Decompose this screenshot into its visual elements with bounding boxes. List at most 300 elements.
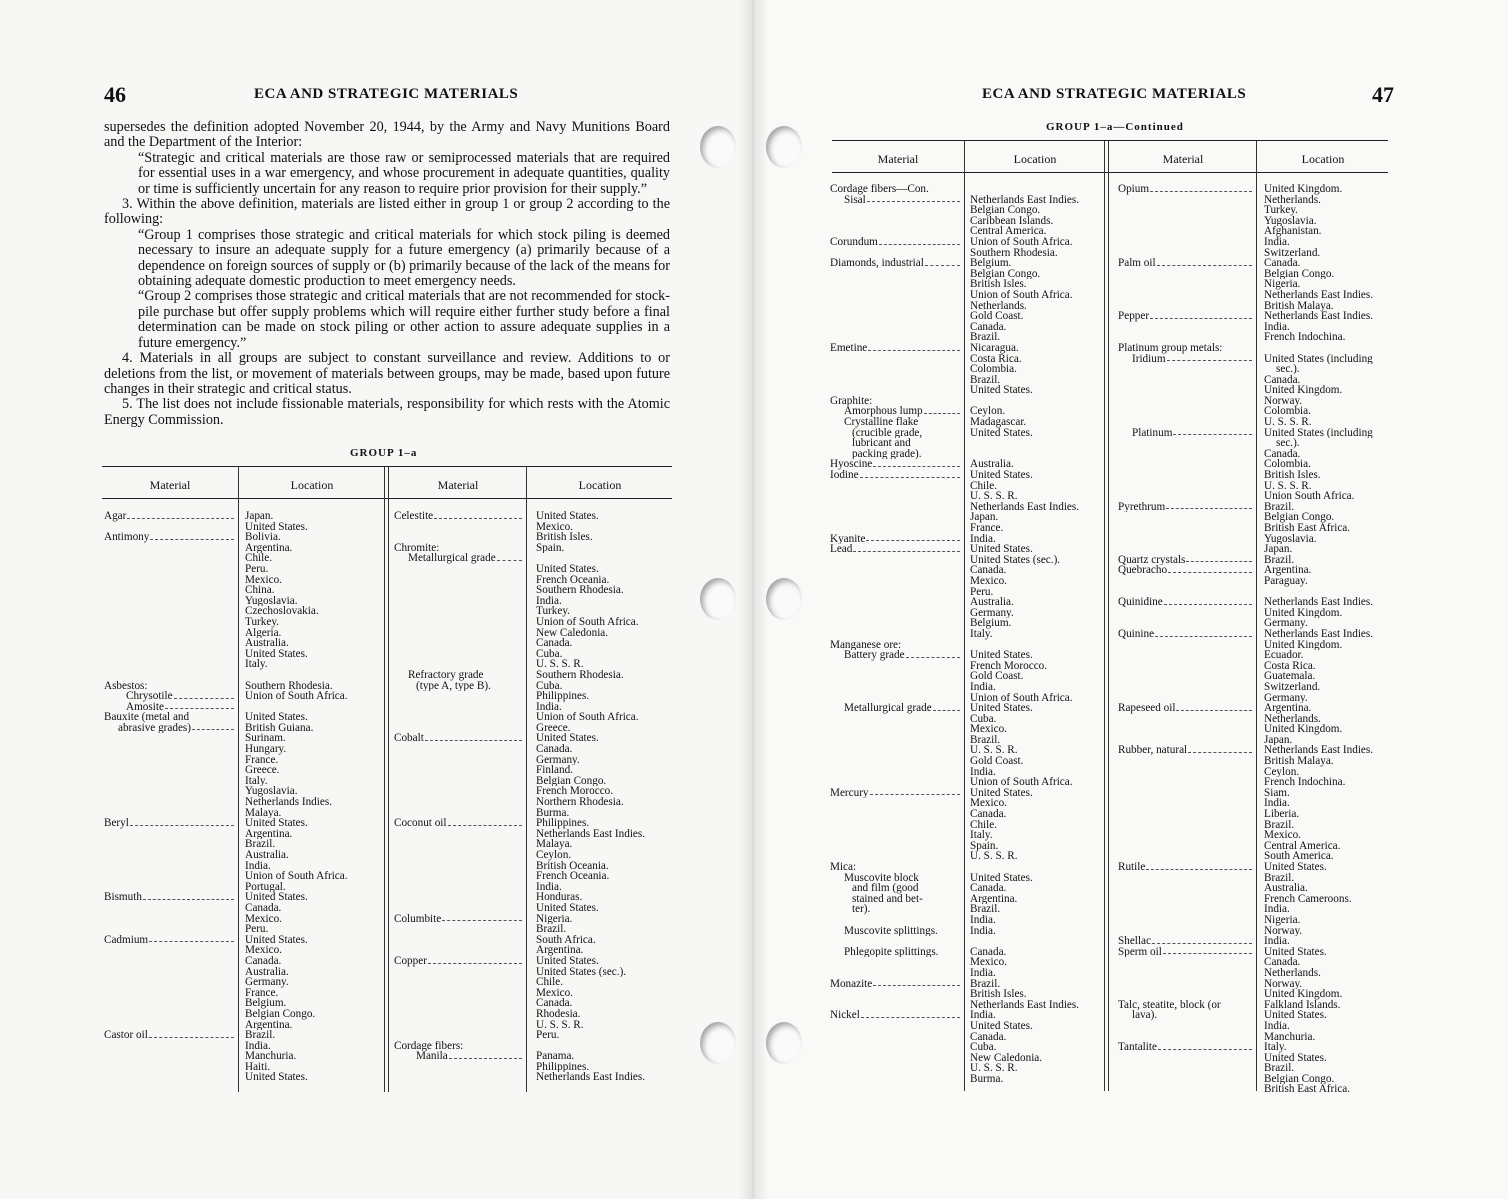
table-row [1118, 904, 1252, 915]
table-row [970, 1032, 1104, 1043]
location-name: Spain. [970, 840, 999, 852]
table-row [1118, 1063, 1252, 1074]
table-row [536, 1041, 672, 1052]
table-row [1264, 1010, 1398, 1021]
location-name: Belgium. [245, 998, 287, 1009]
column-divider-double [1104, 141, 1109, 1091]
table-row [830, 841, 960, 852]
table-row [1264, 491, 1398, 502]
table-row [1264, 502, 1398, 513]
table-row [830, 301, 960, 312]
location-name: United States. [536, 955, 599, 967]
table-row [1118, 523, 1252, 534]
leader-dots [1167, 360, 1252, 361]
table-row [970, 735, 1104, 746]
table-row [1118, 428, 1252, 439]
table-row [394, 903, 522, 914]
table-row [830, 788, 960, 799]
table-row [970, 269, 1104, 280]
table-row [970, 957, 1104, 968]
header-material: Material [437, 478, 479, 492]
table-row [1118, 311, 1252, 322]
location-name: Argentina. [245, 542, 293, 554]
table-row [1118, 926, 1252, 937]
table-row [830, 851, 960, 862]
location-name: India. [970, 1010, 996, 1021]
table-row [104, 681, 234, 692]
location-name: Germany. [1264, 618, 1308, 629]
table-row [1118, 375, 1252, 386]
location-name: Peru. [245, 563, 269, 575]
location-name: Italy. [970, 628, 993, 640]
table-row [104, 575, 234, 586]
table-row [830, 258, 960, 269]
material-name: Pepper [1118, 311, 1150, 322]
table-row [830, 1010, 960, 1021]
location-name: United States. [970, 385, 1033, 396]
table-row [970, 841, 1104, 852]
table-row [1118, 629, 1252, 640]
table-row [1264, 1053, 1398, 1064]
table-row [1264, 184, 1398, 195]
location-name: Switzerland. [1264, 681, 1321, 693]
location-name: Yugoslavia. [245, 595, 298, 607]
table-row [970, 449, 1104, 460]
location-name: Brazil. [245, 1030, 276, 1041]
table-row [1264, 406, 1398, 417]
table-row [1264, 565, 1398, 576]
table-row [394, 670, 522, 681]
table-row [394, 575, 522, 586]
location-name: Southern Rhodesia. [970, 247, 1058, 259]
paragraph: “Group 2 comprises those strategic and critical materials that are not recommended for stock-pile purchase but offer supply problems which will require either further study before a final determination can be made on stock piling or other action to assure adequate supplies in a future emergency.” [138, 288, 670, 351]
location-name: Mexico. [970, 957, 1007, 968]
table-row [245, 839, 383, 850]
location-name: British Guiana. [245, 722, 314, 734]
location-name: French Cameroons. [1264, 893, 1352, 905]
table-row [104, 892, 234, 903]
material-name: Chrysotile [126, 691, 173, 702]
material-name: Quinine [1118, 628, 1155, 640]
table-row [1118, 1074, 1252, 1085]
table-row [394, 628, 522, 639]
table-row [536, 702, 672, 713]
table-row [104, 511, 234, 522]
leader-dots [906, 657, 960, 658]
table-row [1264, 597, 1398, 608]
table-row [104, 755, 234, 766]
table-row [1118, 322, 1252, 333]
location-name: United States. [970, 650, 1033, 661]
table-row [536, 681, 672, 692]
location-name: Turkey. [536, 606, 570, 617]
location-name: Manchuria. [1264, 1031, 1316, 1043]
table-row [1264, 248, 1398, 259]
location-name: Gold Coast. [970, 671, 1024, 682]
table-row [830, 904, 960, 915]
location-name: Afghanistan. [1264, 226, 1322, 237]
binder-hole [700, 1022, 736, 1064]
location-name: Yugoslavia. [1264, 533, 1317, 545]
table-row [536, 606, 672, 617]
table-row [830, 1063, 960, 1074]
location-name: United States. [970, 703, 1033, 714]
table-row [970, 936, 1104, 947]
table-row [394, 1009, 522, 1020]
location-name: Ceylon. [970, 406, 1006, 418]
material-name: Diamonds, industrial [830, 258, 924, 269]
location-name: U. S. S. R. [970, 1063, 1018, 1074]
location-name: Mexico. [245, 945, 282, 956]
table-row [394, 564, 522, 575]
location-name: Chile. [245, 553, 273, 564]
table-row [1118, 290, 1252, 301]
table-row [830, 587, 960, 598]
location-name: Germany. [245, 977, 289, 988]
table-row [245, 543, 383, 554]
location-name: French Oceania. [536, 574, 610, 586]
material-name: Refractory grade [408, 669, 484, 681]
material-name: Cadmium [104, 934, 149, 946]
table-row [536, 839, 672, 850]
location-name: Peru. [970, 586, 994, 598]
location-name: India. [1264, 936, 1290, 947]
location-name: Union South Africa. [1264, 491, 1355, 502]
table-row [1264, 788, 1398, 799]
table-row [1264, 512, 1398, 523]
material-name: Talc, steatite, block (or [1118, 999, 1221, 1011]
table-row [1264, 195, 1398, 206]
location-name: U. S. S. R. [536, 659, 584, 670]
table-row [536, 1072, 672, 1083]
location-name: Mexico. [536, 987, 573, 999]
location-name: Canada. [970, 1031, 1007, 1043]
table-row [1118, 724, 1252, 735]
binder-hole [700, 578, 736, 620]
location-name: United States. [245, 1072, 308, 1084]
location-name: Canada. [1264, 374, 1301, 386]
location-name: Peru. [536, 1030, 560, 1041]
table-row [536, 638, 672, 649]
table-row [1118, 820, 1252, 831]
table-row [394, 892, 522, 903]
leader-dots [1164, 604, 1252, 605]
location-name: Cuba. [970, 1042, 997, 1053]
table-row [1264, 894, 1398, 905]
location-name: Southern Rhodesia. [536, 669, 624, 681]
location-name: Czechoslovakia. [245, 606, 319, 617]
location-name: Canada. [536, 998, 573, 1009]
table-row [536, 511, 672, 522]
table-row [394, 1062, 522, 1073]
location-name: Italy. [1264, 1042, 1287, 1053]
location-column [245, 511, 383, 1083]
location-name: United States. [245, 934, 308, 946]
table-row [245, 818, 383, 829]
table-row [245, 1072, 383, 1083]
table-row [830, 830, 960, 841]
table-row [104, 945, 234, 956]
table-row [394, 1072, 522, 1083]
table-row [970, 364, 1104, 375]
table-row [536, 945, 672, 956]
table-row [394, 755, 522, 766]
table-row [1264, 332, 1398, 343]
table-row [1118, 396, 1252, 407]
location-name: Mexico. [970, 798, 1007, 810]
table-row [394, 967, 522, 978]
material-name: Bismuth [104, 892, 142, 903]
table-row [394, 585, 522, 596]
leader-dots [1166, 508, 1252, 509]
table-row [245, 755, 383, 766]
location-name: British Isles. [536, 532, 593, 543]
location-name: Gold Coast. [970, 756, 1024, 767]
table-row [970, 714, 1104, 725]
table-row [830, 724, 960, 735]
table-row [104, 786, 234, 797]
table-row [104, 914, 234, 925]
table-row [536, 765, 672, 776]
table-row [830, 290, 960, 301]
table-row [970, 756, 1104, 767]
table-row [970, 979, 1104, 990]
location-name: sec.). [1276, 438, 1300, 449]
location-name: Greece. [245, 765, 280, 776]
table-row [104, 808, 234, 819]
table-row [536, 596, 672, 607]
location-name: Burma. [970, 1073, 1004, 1085]
table-row [245, 659, 383, 670]
location-name: Belgian Congo. [1264, 512, 1335, 523]
table-row [536, 818, 672, 829]
location-name: Canada. [970, 321, 1007, 333]
paragraph: 4. Materials in all groups are subject to constant surveillance and review. Additions to or deletions from the list, or movement of materials between groups, may be made, based upon future changes in their strategic and critical status. [104, 350, 670, 397]
table-row [1264, 385, 1398, 396]
location-name: United States. [245, 521, 308, 533]
table-row [970, 968, 1104, 979]
table-row [1118, 1010, 1252, 1021]
location-name: Canada. [536, 744, 573, 755]
table-row [830, 820, 960, 831]
leader-dots [428, 963, 522, 964]
location-name: Mexico. [245, 574, 282, 586]
location-name: Belgian Congo. [245, 1008, 316, 1020]
material-column [394, 511, 522, 1083]
table-row [970, 428, 1104, 439]
leader-dots [1157, 265, 1252, 266]
table-row [104, 924, 234, 935]
binder-hole [766, 126, 802, 168]
table-row [970, 237, 1104, 248]
leader-dots [1186, 561, 1252, 562]
table-row [245, 702, 383, 713]
location-name: India. [970, 533, 996, 545]
table-row [970, 820, 1104, 831]
table-row [536, 935, 672, 946]
table-row [1264, 756, 1398, 767]
location-name: Brazil. [1264, 872, 1295, 884]
location-name: United States. [1264, 1010, 1327, 1021]
location-name: United States. [1264, 1052, 1327, 1064]
material-name: Quinidine [1118, 597, 1163, 608]
table-row [245, 522, 383, 533]
table-row [104, 712, 234, 723]
location-name: India. [970, 967, 996, 979]
table-row [970, 406, 1104, 417]
leader-dots [861, 1017, 960, 1018]
table-row [830, 269, 960, 280]
table-row [830, 364, 960, 375]
binder-hole [766, 1022, 802, 1064]
table-row [830, 311, 960, 322]
location-name: Japan. [1264, 544, 1293, 555]
table-row [830, 968, 960, 979]
table-row [1264, 576, 1398, 587]
location-name: Netherlands East Indies. [536, 828, 646, 840]
table-row [1264, 354, 1398, 365]
left-page [0, 0, 752, 1199]
table-row [970, 1053, 1104, 1064]
leader-dots [127, 518, 234, 519]
table-row [970, 512, 1104, 523]
table-row [1264, 851, 1398, 862]
table-row [970, 322, 1104, 333]
location-name: British Isles. [970, 279, 1027, 290]
table-row [830, 756, 960, 767]
location-name: France. [245, 754, 279, 766]
location-name: United States. [536, 563, 599, 575]
table-row [1118, 555, 1252, 566]
material-name: abrasive grades) [118, 722, 191, 734]
table-row [104, 765, 234, 776]
table-row [830, 1000, 960, 1011]
location-name: Guatemala. [1264, 671, 1316, 682]
table-row [1118, 544, 1252, 555]
table-row [830, 502, 960, 513]
location-name: Switzerland. [1264, 247, 1321, 259]
table-row [394, 733, 522, 744]
table-row [1264, 555, 1398, 566]
table-row [394, 914, 522, 925]
location-name: India. [245, 1040, 271, 1052]
location-name: India. [245, 860, 271, 872]
material-name: Sperm oil [1118, 946, 1162, 958]
table-row [104, 882, 234, 893]
book-gutter [738, 0, 768, 1199]
table-row [830, 428, 960, 439]
table-row [536, 829, 672, 840]
leader-dots [924, 413, 960, 414]
leader-dots [1173, 434, 1252, 435]
right-page [752, 0, 1508, 1199]
leader-dots [448, 825, 522, 826]
location-name: British Oceania. [536, 860, 609, 872]
column-divider [1256, 141, 1257, 1091]
table-row [1118, 226, 1252, 237]
table-row [1264, 470, 1398, 481]
material-name: Quebracho [1118, 565, 1168, 576]
table-row [970, 703, 1104, 714]
table-row [245, 935, 383, 946]
table-row [394, 850, 522, 861]
table-row [830, 703, 960, 714]
group-title: GROUP 1–a—Continued [1046, 121, 1184, 133]
table-row [1264, 449, 1398, 460]
table-row [1264, 237, 1398, 248]
table-row [1264, 544, 1398, 555]
table-row [104, 935, 234, 946]
table-row [394, 956, 522, 967]
table-row [1264, 926, 1398, 937]
table-row [830, 417, 960, 428]
table-row [1118, 502, 1252, 513]
material-name: Lead [830, 544, 853, 555]
table-row [1264, 661, 1398, 672]
material-name: Muscovite block [844, 872, 919, 884]
table-row [104, 596, 234, 607]
table-row [536, 871, 672, 882]
table-row [970, 226, 1104, 237]
table-row [536, 882, 672, 893]
table-row [536, 744, 672, 755]
table-row [970, 523, 1104, 534]
leader-dots [442, 920, 522, 921]
table-row [970, 640, 1104, 651]
table-row [830, 470, 960, 481]
location-name: Netherlands East Indies. [536, 1072, 646, 1084]
table-row [1118, 883, 1252, 894]
table-row [394, 935, 522, 946]
table-row [1264, 1084, 1398, 1095]
table-row [536, 956, 672, 967]
table-row [1118, 957, 1252, 968]
table-row [970, 851, 1104, 862]
table-row [394, 617, 522, 628]
table-row [1118, 417, 1252, 428]
table-row [104, 1020, 234, 1031]
table-row [245, 776, 383, 787]
table-row [830, 777, 960, 788]
table-row [1118, 258, 1252, 269]
location-name: U. S. S. R. [1264, 417, 1312, 428]
location-name: Greece. [536, 722, 571, 734]
table-row [1118, 682, 1252, 693]
table-row [970, 629, 1104, 640]
table-row [394, 649, 522, 660]
table-row [830, 491, 960, 502]
table-row [830, 650, 960, 661]
table-row [245, 511, 383, 522]
location-name: Netherlands Indies. [245, 797, 332, 808]
table-row [1118, 565, 1252, 576]
location-name: Cuba. [536, 680, 563, 692]
table-row [1264, 629, 1398, 640]
table-row [1264, 290, 1398, 301]
leader-dots [1155, 636, 1252, 637]
table-row [104, 1051, 234, 1062]
table-row [830, 555, 960, 566]
table-row [830, 195, 960, 206]
table-row [830, 512, 960, 523]
location-name: Mexico. [970, 724, 1007, 735]
location-name: French Morocco. [970, 660, 1048, 672]
location-name: Netherlands. [1264, 713, 1321, 725]
table-row [536, 733, 672, 744]
leader-dots [853, 551, 960, 552]
material-name: packing grade). [852, 448, 922, 460]
location-name: Belgian Congo. [536, 775, 607, 787]
